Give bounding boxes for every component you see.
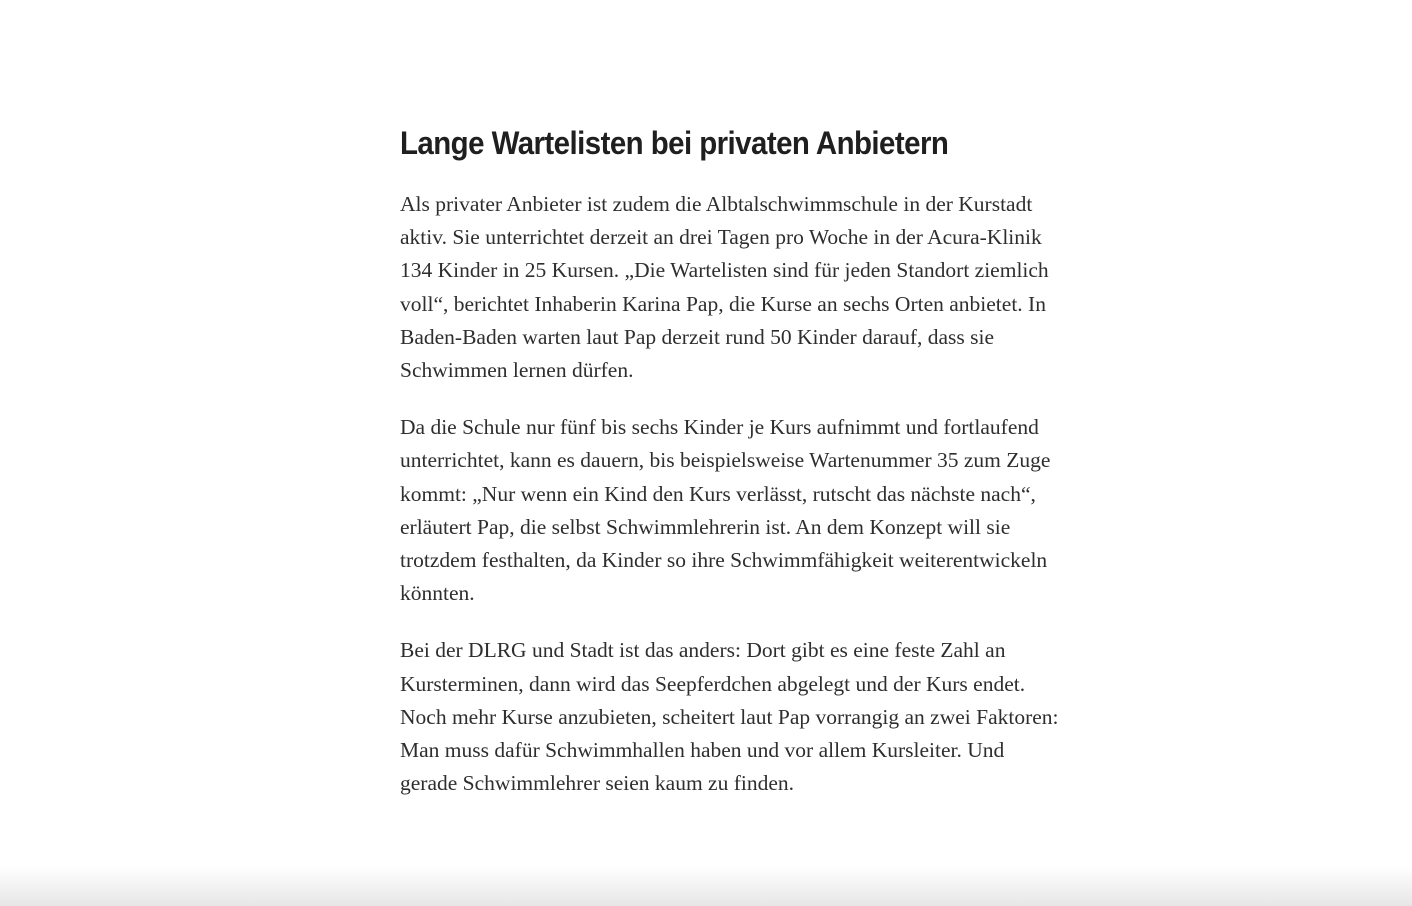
article-paragraph: Bei der DLRG und Stadt ist das anders: Dort gibt es eine feste Zahl an Kursterminen, dann wird das Seepferdchen abgelegt und der Kurs endet. Noch mehr Kurse anzubieten, scheitert laut Pap vorrangig an zwei Faktoren: Man muss dafür Schwimmhallen haben und vor allem Kursleiter. Und gerade Schwimmlehrer seien kaum zu finden. [400,638,1059,796]
article-headline: Lange Wartelisten bei privaten Anbietern [400,125,949,161]
article-paragraph: Da die Schule nur fünf bis sechs Kinder je Kurs aufnimmt und fortlaufend unterrichtet, kann es dauern, bis beispielsweise Wartenummer 35 zum Zuge kommt: „Nur wenn ein Kind den Kurs verlässt, rutscht das nächste nach“, erläutert Pap, die selbst Schwimmlehrerin ist. An dem Konzept will sie trotzdem festhalten, da Kinder so ihre Schwimmfähigkeit weiterentwickeln könnten. [400,415,1051,606]
article-paragraph: Als privater Anbieter ist zudem die Albtalschwimmschule in der Kurstadt aktiv. Sie unterrichtet derzeit an drei Tagen pro Woche in der Acura-Klinik 134 Kinder in 25 Kursen. „Die Wartelisten sind für jeden Standort ziemlich voll“, berichtet Inhaberin Karina Pap, die Kurse an sechs Orten anbietet. In Baden-Baden warten laut Pap derzeit rund 50 Kinder darauf, dass sie Schwimmen lernen dürfen. [400,192,1049,383]
bottom-shadow [0,866,1412,906]
article [400,120,1060,800]
